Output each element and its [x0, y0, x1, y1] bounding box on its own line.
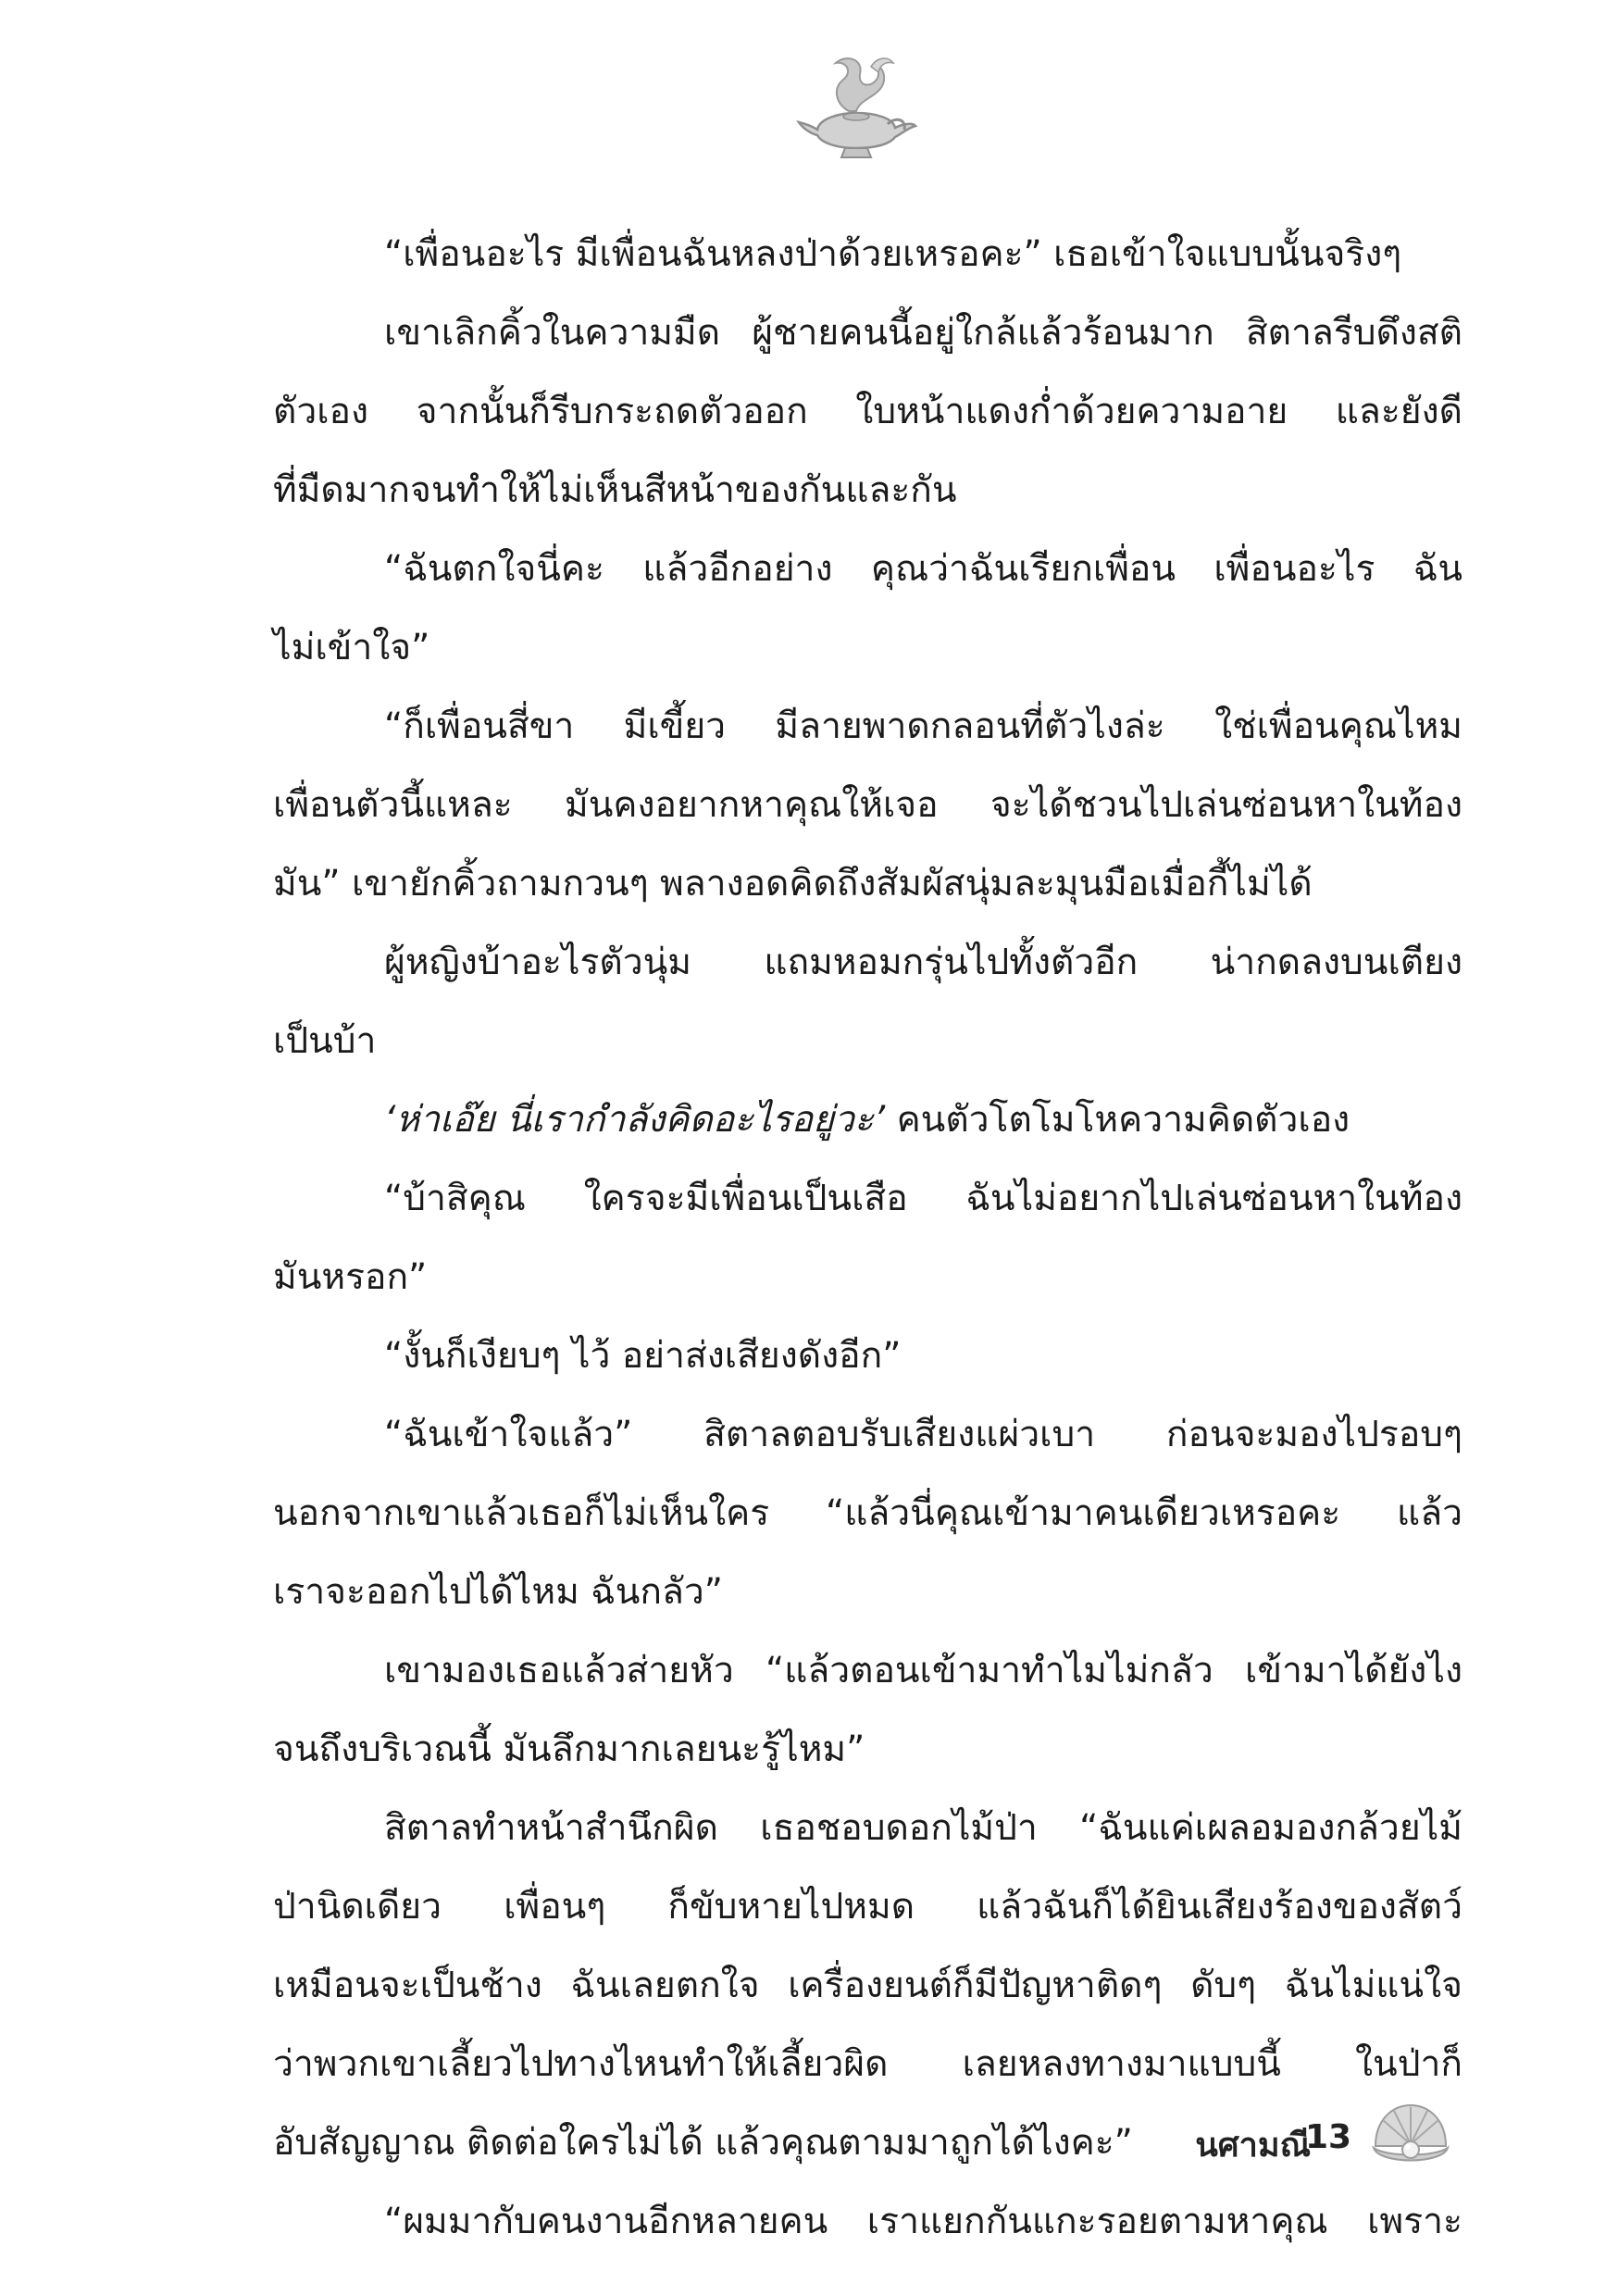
inner-thought: ‘ห่าเอ๊ย นี่เรากำลังคิดอะไรอยู่วะ’ [384, 1099, 886, 1141]
text-line [273, 1080, 1462, 1159]
story-text [273, 215, 1462, 2261]
text-line: “บ้าสิคุณ ใครจะมีเพื่อนเป็นเสือ ฉันไม่อยากไปเล่นซ่อนหาในท้อง [384, 1178, 1462, 1219]
text-line: เหมือนจะเป็นช้าง ฉันเลยตกใจ เครื่องยนต์ก็มีปัญหาติดๆ ดับๆ ฉันไม่แน่ใจ [273, 1965, 1462, 2006]
text-line: ว่าพวกเขาเลี้ยวไปทางไหนทำให้เลี้ยวผิด เลยหลงทางมาแบบนี้ ในป่าก็ [273, 2043, 1462, 2085]
text-line: “ก็เพื่อนสี่ขา มีเขี้ยว มีลายพาดกลอนที่ตัวไงล่ะ ใช่เพื่อนคุณไหม [384, 705, 1462, 747]
pearl-shell-icon [1368, 2100, 1453, 2174]
text-line: “ผมมากับคนงานอีกหลายคน เราแยกกันแกะรอยตามหาคุณ เพราะ [384, 2201, 1462, 2242]
text-line: เขาเลิกคิ้วในความมืด ผู้ชายคนนี้อยู่ใกล้แล้วร้อนมาก สิตาลรีบดึงสติ [384, 312, 1462, 354]
text-line: สิตาลทำหน้าสำนึกผิด เธอชอบดอกไม้ป่า “ฉันแค่เผลอมองกล้วยไม้ [384, 1807, 1462, 1849]
text-line: เราจะออกไปได้ไหม ฉันกลัว” [273, 1571, 724, 1613]
page-number: 13 [1305, 2118, 1352, 2156]
text-line: ตัวเอง จากนั้นก็รีบกระถดตัวออก ใบหน้าแดงก่ำด้วยความอาย และยังดี [273, 391, 1462, 432]
narration: คนตัวโตโมโหความคิดตัวเอง [885, 1099, 1350, 1141]
text-line: เขามองเธอแล้วส่ายหัว “แล้วตอนเข้ามาทำไมไม่กลัว เข้ามาได้ยังไง [384, 1650, 1462, 1691]
text-line: จนถึงบริเวณนี้ มันลึกมากเลยนะรู้ไหม” [273, 1728, 865, 1770]
text-line: มัน” เขายักคิ้วถามกวนๆ พลางอดคิดถึงสัมผัสนุ่มละมุนมือเมื่อกี้ไม่ได้ [273, 863, 1313, 905]
genie-lamp-icon [791, 48, 921, 168]
book-title: นศามณี [1195, 2127, 1311, 2165]
text-line: ที่มืดมากจนทำให้ไม่เห็นสีหน้าของกันและกัน [273, 469, 957, 511]
text-line: เป็นบ้า [273, 1020, 377, 1062]
text-line: อับสัญญาณ ติดต่อใครไม่ได้ แล้วคุณตามมาถูกได้ไงคะ” [273, 2122, 1133, 2164]
text-line: “เพื่อนอะไร มีเพื่อนฉันหลงป่าด้วยเหรอคะ” เธอเข้าใจแบบนั้นจริงๆ [384, 233, 1402, 275]
text-line: นอกจากเขาแล้วเธอก็ไม่เห็นใคร “แล้วนี่คุณเข้ามาคนเดียวเหรอคะ แล้ว [273, 1492, 1462, 1534]
text-line: ไม่เข้าใจ” [273, 627, 430, 668]
text-line: “ฉันตกใจนี่คะ แล้วอีกอย่าง คุณว่าฉันเรียกเพื่อน เพื่อนอะไร ฉัน [384, 548, 1462, 590]
page-footer [0, 2100, 1618, 2183]
text-line: “งั้นก็เงียบๆ ไว้ อย่าส่งเสียงดังอีก” [384, 1335, 902, 1377]
text-line: “ฉันเข้าใจแล้ว” สิตาลตอบรับเสียงแผ่วเบา ก่อนจะมองไปรอบๆ [384, 1414, 1462, 1455]
text-line: เพื่อนตัวนี้แหละ มันคงอยากหาคุณให้เจอ จะได้ชวนไปเล่นซ่อนหาในท้อง [273, 784, 1462, 826]
text-line: ผู้หญิงบ้าอะไรตัวนุ่ม แถมหอมกรุ่นไปทั้งตัวอีก น่ากดลงบนเตียง [384, 942, 1462, 983]
text-line: ป่านิดเดียว เพื่อนๆ ก็ขับหายไปหมด แล้วฉันก็ได้ยินเสียงร้องของสัตว์ [273, 1886, 1462, 1928]
text-line: มันหรอก” [273, 1256, 428, 1298]
